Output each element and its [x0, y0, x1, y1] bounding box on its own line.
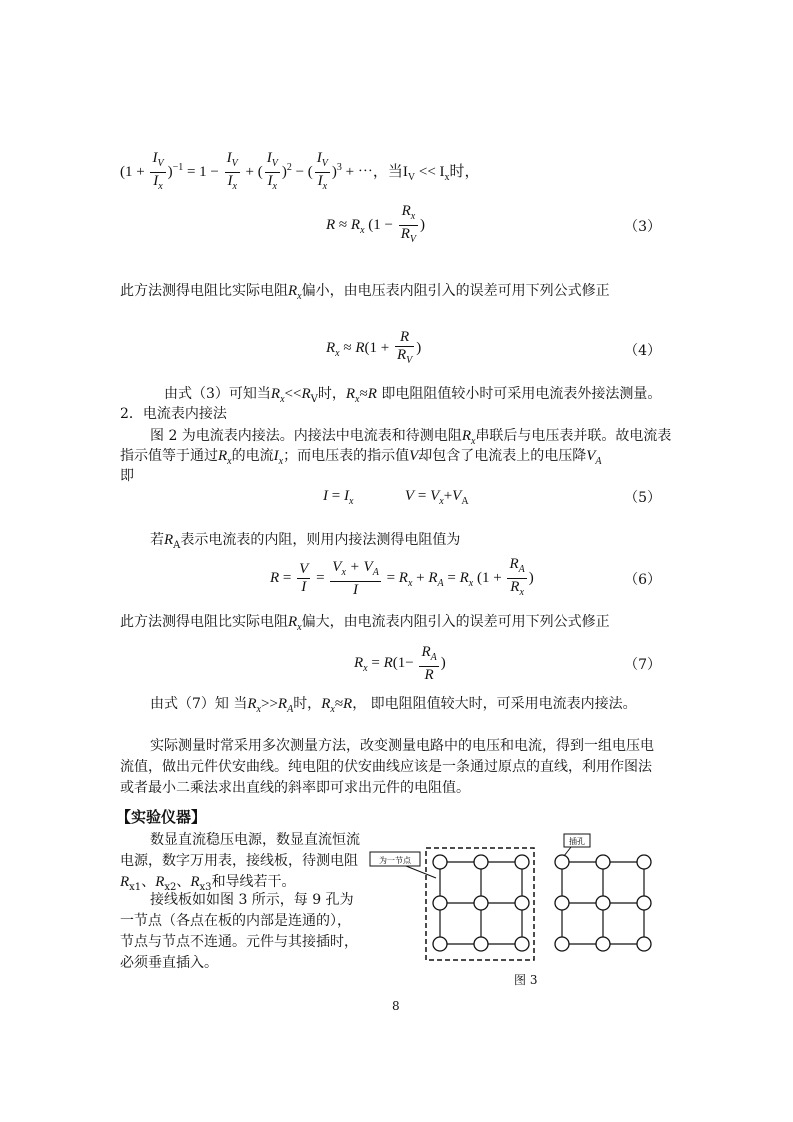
hole	[555, 937, 569, 951]
figure-caption: 图 3	[514, 973, 538, 987]
hole	[433, 855, 447, 869]
equation-3: $R \approx R_x$ (1 − $\frac{R_x}{R_V}$ )	[326, 203, 426, 246]
equation-3-number: （3）	[624, 219, 661, 235]
hole	[596, 855, 610, 869]
section-instruments-title: 【实验仪器】	[116, 808, 207, 826]
paragraph-internal-2: 指示值等于通过$R_x$的电流$I_x$；而电压表的指示值V却包含了电流表上的电压降$V_A$	[120, 448, 602, 467]
hole	[637, 855, 651, 869]
hole	[474, 855, 488, 869]
paragraph-instruments: 数显直流稳压电源，数显直流恒流电源，数字万用表，接线板，待测电阻$R_{x1}$、$R_{x2}$、$R_{x3}$和导线若干。	[120, 832, 360, 893]
figure-3-diagram	[368, 830, 668, 980]
hole	[555, 855, 569, 869]
equation-5: $I = I_x$ $V = V_x+V_A$	[323, 488, 469, 507]
paragraph-practice: 实际测量时常采用多次测量方法，改变测量电路中的电压和电流，得到一组电压电流值，做出元件伏安曲线。纯电阻的伏安曲线应该是一条通过原点的直线，利用作图法或者最小二乘法求出直线的斜率即可求出元件的电阻值。	[120, 738, 654, 796]
hole	[555, 896, 569, 910]
node-label: 为一节点	[379, 856, 411, 865]
equation-6: R = $\frac{V}{I}$ = $\frac{V_x + V_A}{I}$ = $R_x + R_A = R_x$ (1 + $\frac{R_A}{R_x}$ )	[270, 556, 534, 599]
hole-label: 插孔	[569, 837, 585, 846]
conclusion-external: 由式（3）可知当$R_x<<R_V$时，$R_x\approx R$ 即电阻阻值较小时可采用电流表外接法测量。	[164, 386, 662, 405]
page-number: 8	[392, 999, 400, 1013]
hole	[596, 896, 610, 910]
paragraph-larger: 此方法测得电阻比实际电阻$R_x$偏大，由电流表内阻引入的误差可用下列公式修正	[120, 614, 610, 633]
hole	[515, 937, 529, 951]
hole	[433, 896, 447, 910]
equation-6-number: （6）	[624, 572, 661, 588]
series-expansion: (1 + $\frac{I_V}{I_x}$ )$^{-1}$ = 1 − $\frac{I_V}{I_x}$ + ( $\frac{I_V}{I_x}$ )$^2$ − ( $\frac{I_V}{I_x}$ )$^3$ + ⋯，当$I_V << I_x$时，	[120, 150, 480, 193]
section-internal-method: 2．电流表内接法	[120, 406, 227, 422]
paragraph-ra: 若$R_A$表示电流表的内阻，则用内接法测得电阻值为	[150, 532, 461, 551]
equation-4: $R_x \approx R(1$ + $\frac{R}{R_V}$ )	[326, 328, 422, 366]
paragraph-smaller: 此方法测得电阻比实际电阻$R_x$偏小，由电压表内阻引入的误差可用下列公式修正	[120, 283, 610, 302]
hole	[515, 855, 529, 869]
paragraph-board: 接线板如如图 3 所示，每 9 孔为一节点（各点在板的内部是连通的），节点与节点不连通。元件与其接插时，必须垂直插入。	[120, 892, 358, 971]
hole	[515, 896, 529, 910]
paragraph-internal-1: 图 2 为电流表内接法。内接法中电流表和待测电阻$R_x$串联后与电压表并联。故电流表	[150, 428, 672, 447]
equation-7: $R_x = R(1-$ $\frac{R_A}{R}$ )	[354, 643, 446, 683]
conclusion-internal: 由式（7）知 当$R_x>>R_A$时，$R_x\approx R$， 即电阻阻值较大时，可采用电流表内接法。	[150, 696, 637, 715]
equation-5-number: （5）	[624, 490, 661, 506]
hole	[433, 937, 447, 951]
hole	[637, 896, 651, 910]
equation-7-number: （7）	[624, 657, 661, 673]
hole	[474, 896, 488, 910]
hole	[474, 937, 488, 951]
paragraph-internal-3: 即	[120, 468, 134, 484]
hole	[637, 937, 651, 951]
hole	[596, 937, 610, 951]
equation-4-number: （4）	[624, 343, 661, 359]
